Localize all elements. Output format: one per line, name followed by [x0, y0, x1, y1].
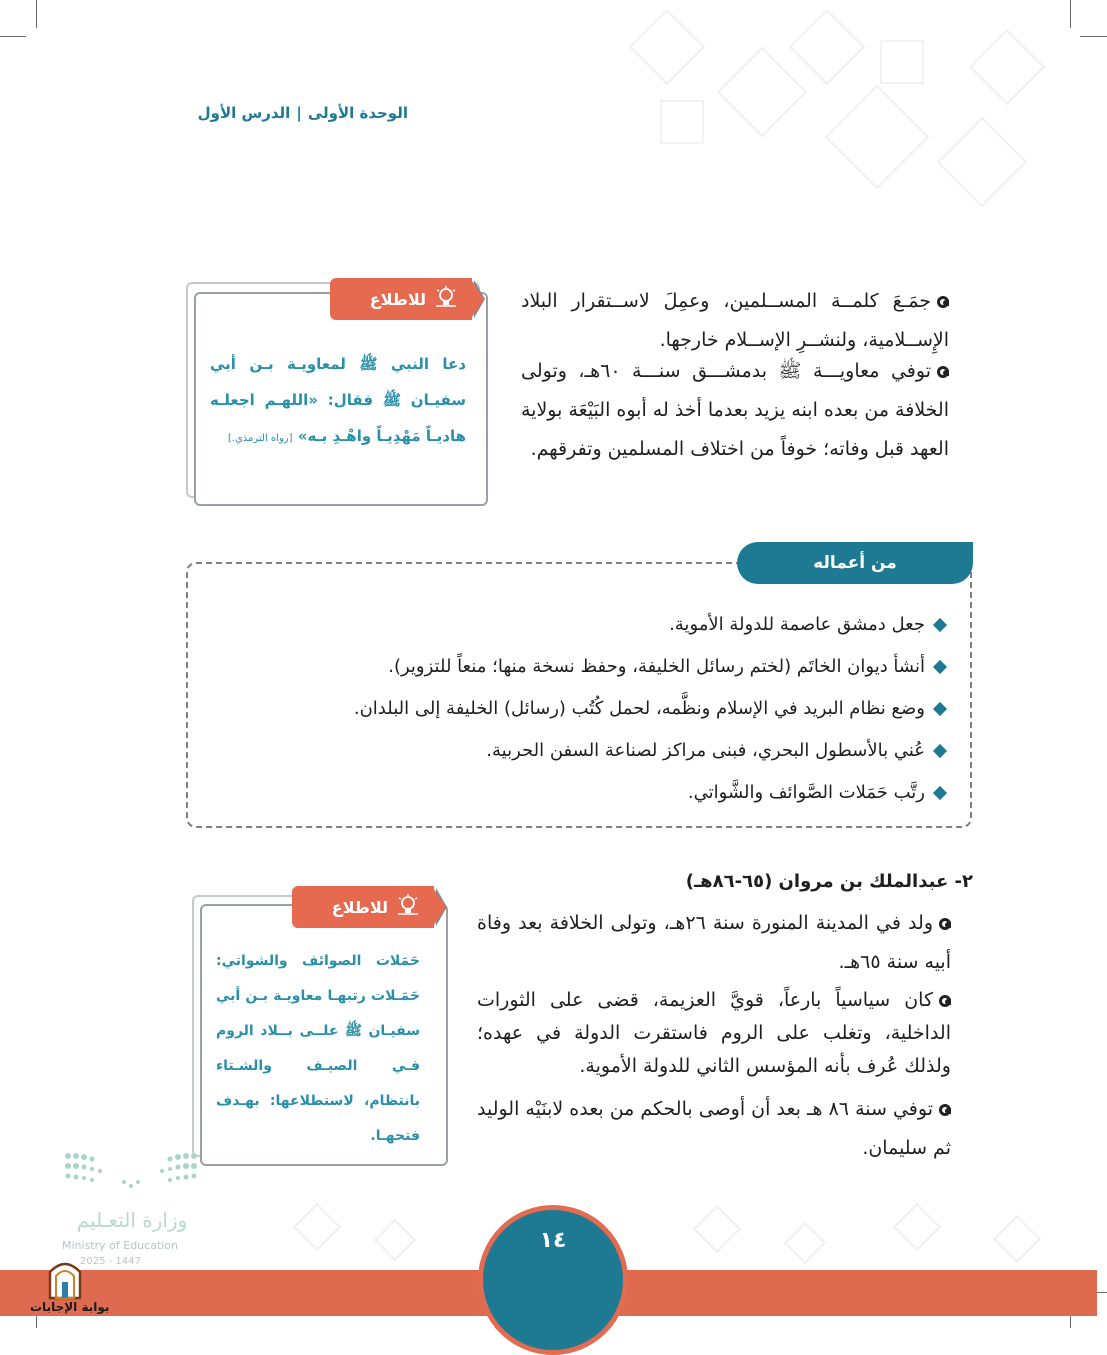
background-pattern	[993, 1215, 1041, 1263]
header-separator: |	[296, 104, 302, 122]
info-text-body: حَمَلات الصوائف والشواتي: حَمَـلات رتبهـا معاويـة بـن أبي سفيـان ﷺ علــى بــلاد الروم فـي الصيـف والشـتاء بانتظام، لاستطلاعها: بهـدف فتحهـا.	[216, 953, 420, 1144]
brand-watermark: بوابة الإجابات	[30, 1300, 110, 1314]
paragraph	[477, 904, 951, 982]
background-pattern	[693, 1205, 741, 1253]
info-tag-label: للاطلاع	[369, 289, 426, 309]
section-heading: ٢- عبدالملك بن مروان (٦٥-٨٦هـ)	[685, 871, 973, 892]
background-pattern	[660, 100, 704, 144]
lightbulb-icon	[434, 286, 458, 312]
bullet-icon	[939, 1104, 951, 1116]
paragraph-text: توفي معاويـــة ﷺ بدمشـــق سنـــة ٦٠هـ، وتولى الخلافة من بعده ابنه يزيد بعدما أخذ له أبوه البَيْعَة بولاية العهد قبل وفاته؛ خوفاً من اختلاف المسلمين وتفرقهم.	[521, 360, 949, 460]
lesson-label: الدرس الأول	[197, 104, 291, 122]
background-pattern	[969, 29, 1045, 105]
list-item-text: رتَّب حَمَلات الصَّوائف والشَّواتي.	[687, 782, 925, 803]
paragraph	[477, 1090, 951, 1168]
background-pattern	[374, 1219, 416, 1261]
diamond-bullet-icon	[933, 744, 947, 758]
background-pattern	[937, 117, 1028, 208]
paragraph-text: ولد في المدينة المنورة سنة ٢٦هـ، وتولى الخلافة بعد وفاة أبيه سنة ٦٥هـ.	[477, 912, 951, 973]
paragraph-text: توفي سنة ٨٦ هـ بعد أن أوصى بالحكم من بعده لابنَيْه الوليد ثم سليمان.	[477, 1098, 951, 1159]
edition-year: 2025 - 1447	[80, 1256, 141, 1267]
achievements-title: من أعماله	[737, 542, 973, 584]
ministry-name-en: Ministry of Education	[62, 1239, 179, 1252]
crop-mark	[36, 0, 37, 28]
background-pattern	[825, 85, 930, 190]
background-pattern	[784, 1222, 826, 1264]
running-header	[178, 100, 408, 126]
paragraph	[521, 352, 949, 469]
list-item-text: وضع نظام البريد في الإسلام ونظَّمه، لحمل كُتُب (رسائل) الخليفة إلى البلدان.	[353, 698, 925, 719]
bullet-icon	[937, 296, 949, 308]
page-number: ١٤	[539, 1228, 567, 1253]
background-pattern	[717, 47, 808, 138]
hadith-source: [رواه الترمذي.]	[227, 433, 293, 444]
lightbulb-icon	[396, 894, 420, 920]
info-tag	[292, 886, 434, 928]
list-item-text: جعل دمشق عاصمة للدولة الأموية.	[669, 614, 925, 635]
info-tag	[330, 278, 472, 320]
crop-mark	[1070, 0, 1071, 28]
crop-mark	[1080, 36, 1107, 37]
background-pattern	[893, 1203, 941, 1251]
info-box-text	[210, 346, 466, 457]
tag-arrow	[470, 278, 484, 320]
background-pattern	[880, 40, 924, 84]
list-item	[227, 646, 947, 688]
ministry-name-ar: وزارة التعـليم	[76, 1208, 188, 1232]
diamond-bullet-icon	[933, 660, 947, 674]
background-pattern	[629, 9, 705, 85]
paragraph	[521, 282, 949, 360]
diamond-bullet-icon	[933, 786, 947, 800]
brand-logo-icon	[46, 1258, 84, 1300]
crop-mark	[0, 36, 26, 37]
background-pattern	[789, 9, 865, 85]
source-text: رواه الترمذي.	[231, 433, 289, 444]
list-item	[227, 730, 947, 772]
paragraph-text: كان سياسياً بارعاً، قويَّ العزيمة، قضى على الثورات الداخلية، وتغلب على الروم فاستقرت الدولة في عهده؛ ولذلك عُرف بأنه المؤسس الثاني للدولة الأموية.	[477, 989, 951, 1077]
diamond-bullet-icon	[933, 618, 947, 632]
paragraph	[477, 984, 951, 1083]
bullet-icon	[937, 366, 949, 378]
achievements-list	[227, 604, 947, 814]
list-item-text: عُني بالأسطول البحري، فبنى مراكز لصناعة السفن الحربية.	[486, 740, 925, 761]
info-box-text	[216, 944, 420, 1154]
info-tag-label: للاطلاع	[331, 897, 388, 917]
unit-label: الوحدة الأولى	[307, 104, 408, 122]
background-pattern	[293, 1203, 341, 1251]
list-item	[227, 688, 947, 730]
bullet-icon	[939, 918, 951, 930]
ministry-logo-icon	[64, 1152, 198, 1192]
diamond-bullet-icon	[933, 702, 947, 716]
list-item	[227, 604, 947, 646]
tag-arrow	[432, 886, 446, 928]
paragraph-text: جمَـعَ كلمــة المســلمين، وعمِلَ لاســتقرار البلاد الإِســلامية، ولنشــرِ الإســلام خارجها.	[521, 290, 949, 351]
info-text-body: دعا النبي ﷺ لمعاويـة بـن أبي سفيـان ﷺ فقال: «اللهـم اجعلـه هاديـاً مَهْدِيـاً واهْـدِ بـه»	[210, 355, 466, 445]
list-item	[227, 772, 947, 814]
list-item-text: أنشأ ديوان الخاتَم (لختم رسائل الخليفة، وحفظ نسخة منها؛ منعاً للتزوير).	[388, 656, 925, 677]
bullet-icon	[939, 995, 951, 1007]
